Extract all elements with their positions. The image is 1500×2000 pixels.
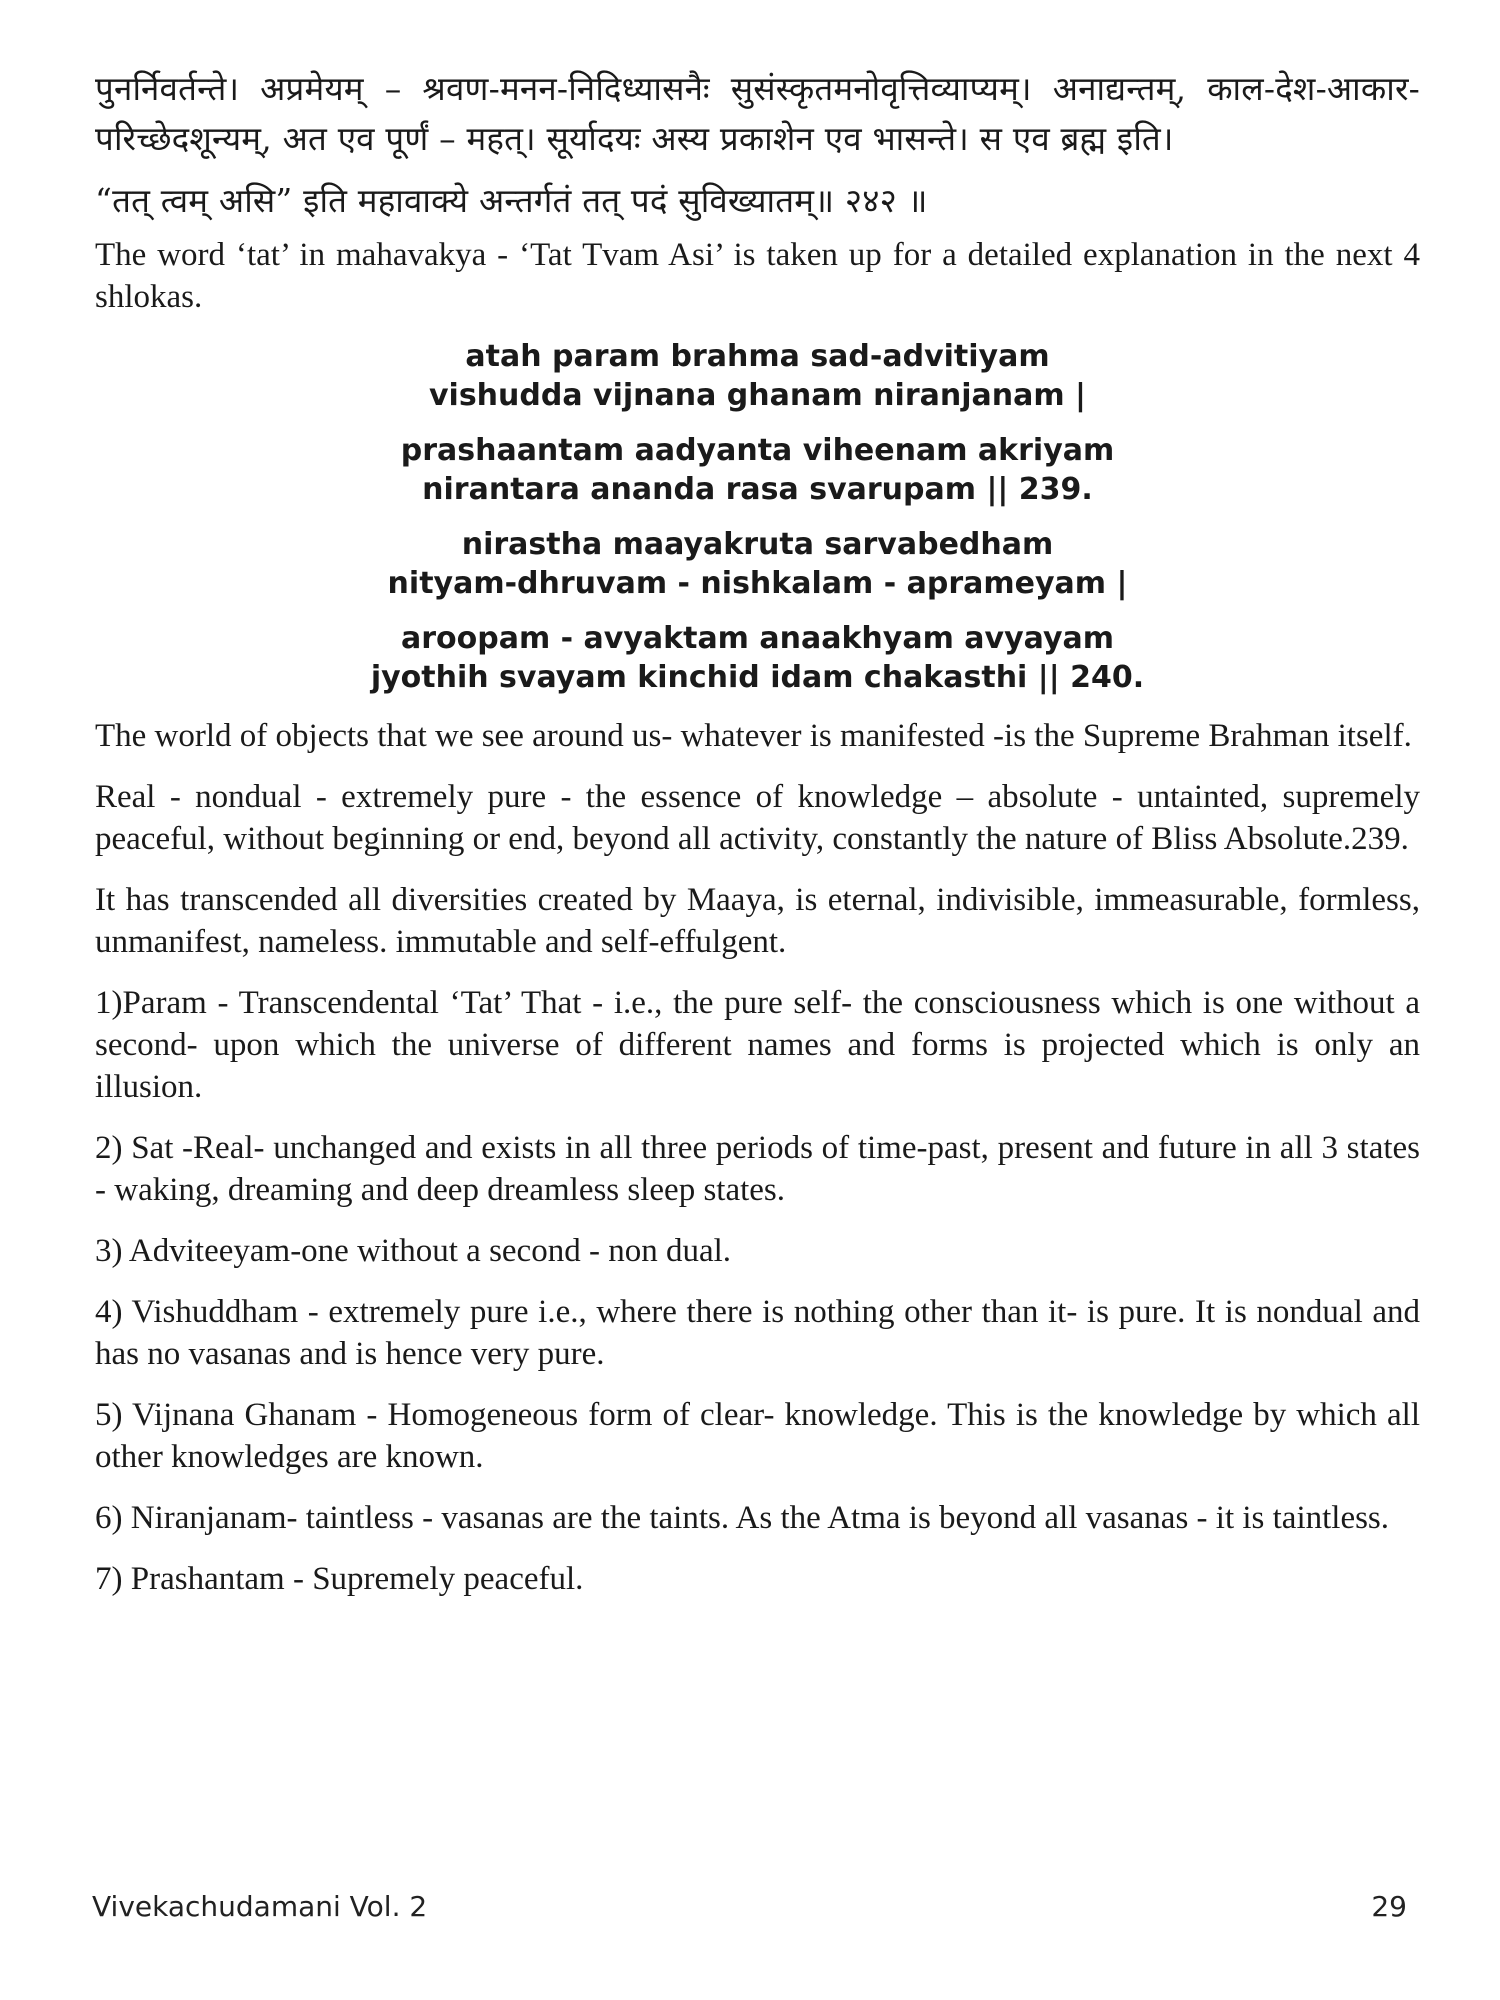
paragraph-vijnana-ghanam: 5) Vijnana Ghanam - Homogeneous form of clear- knowledge. This is the knowledge by which all other knowledges are known. [95,1397,1420,1475]
verse-line: aroopam - avyaktam anaakhyam avyayam [400,621,1115,656]
paragraph-world-of-objects: The world of objects that we see around us- whatever is manifested -is the Supreme Brahman itself. [95,718,1412,754]
paragraph-adviteeyam: 3) Adviteeyam-one without a second - non dual. [95,1233,732,1269]
verse-line: jyothih svayam kinchid idam chakasthi || 240. [370,660,1145,695]
verse-239-a [95,337,1420,415]
verse-line: prashaantam aadyanta viheenam akriyam [400,433,1115,468]
verse-239-b [95,431,1420,509]
verse-block [95,337,1420,697]
verse-line: atah param brahma sad-advitiyam [465,339,1050,374]
verse-line: vishudda vijnana ghanam niranjanam | [428,378,1087,413]
sanskrit-commentary: पुनर्निवर्तन्ते। अप्रमेयम् – श्रवण-मनन-निदिध्यासनैः सुसंस्कृतमनोवृत्तिव्याप्यम्। अनाद्यन्तम्, काल-देश-आकार-परिच्छेदशून्यम्, अत एव पूर्णं – महत्। सूर्यादयः अस्य प्रकाशेन एव भासन्ते। स एव ब्रह्म इति। [95,69,1420,158]
page-number: 29 [1371,1890,1407,1923]
paragraph-param: 1)Param - Transcendental ‘Tat’ That - i.e., the pure self- the consciousness which is one without a second- upon which the universe of different names and forms is projected which is only an illusion. [95,985,1420,1105]
sanskrit-mahavakya-line: “तत् त्वम् असि” इति महावाक्ये अन्तर्गतं तत् पदं सुविख्यातम्॥ २४२ ॥ [95,181,928,220]
paragraph-sat: 2) Sat -Real- unchanged and exists in all three periods of time-past, present and future in all 3 states - waking, dreaming and deep dreamless sleep states. [95,1130,1420,1208]
paragraph-prashantam: 7) Prashantam - Supremely peaceful. [95,1561,584,1597]
paragraph-meaning-240: It has transcended all diversities created by Maaya, is eternal, indivisible, immeasurable, formless, unmanifest, nameless. immutable and self-effulgent. [95,882,1420,960]
verse-240-a [95,525,1420,603]
paragraph-niranjanam: 6) Niranjanam- taintless - vasanas are the taints. As the Atma is beyond all vasanas - it is taintless. [95,1500,1390,1536]
page-body [95,64,1420,1619]
intro-paragraph: The word ‘tat’ in mahavakya - ‘Tat Tvam Asi’ is taken up for a detailed explanation in the next 4 shlokas. [95,237,1420,315]
paragraph-meaning-239: Real - nondual - extremely pure - the essence of knowledge – absolute - untainted, supremely peaceful, without beginning or end, beyond all activity, constantly the nature of Bliss Absolute.239. [95,779,1420,857]
verse-240-b [95,619,1420,697]
verse-line: nirantara ananda rasa svarupam || 239. [422,472,1093,507]
book-title: Vivekachudamani Vol. 2 [92,1890,428,1923]
verse-line: nityam-dhruvam - nishkalam - aprameyam | [387,566,1128,601]
verse-line: nirastha maayakruta sarvabedham [461,527,1054,562]
paragraph-vishuddham: 4) Vishuddham - extremely pure i.e., where there is nothing other than it- is pure. It is nondual and has no vasanas and is hence very pure. [95,1294,1420,1372]
